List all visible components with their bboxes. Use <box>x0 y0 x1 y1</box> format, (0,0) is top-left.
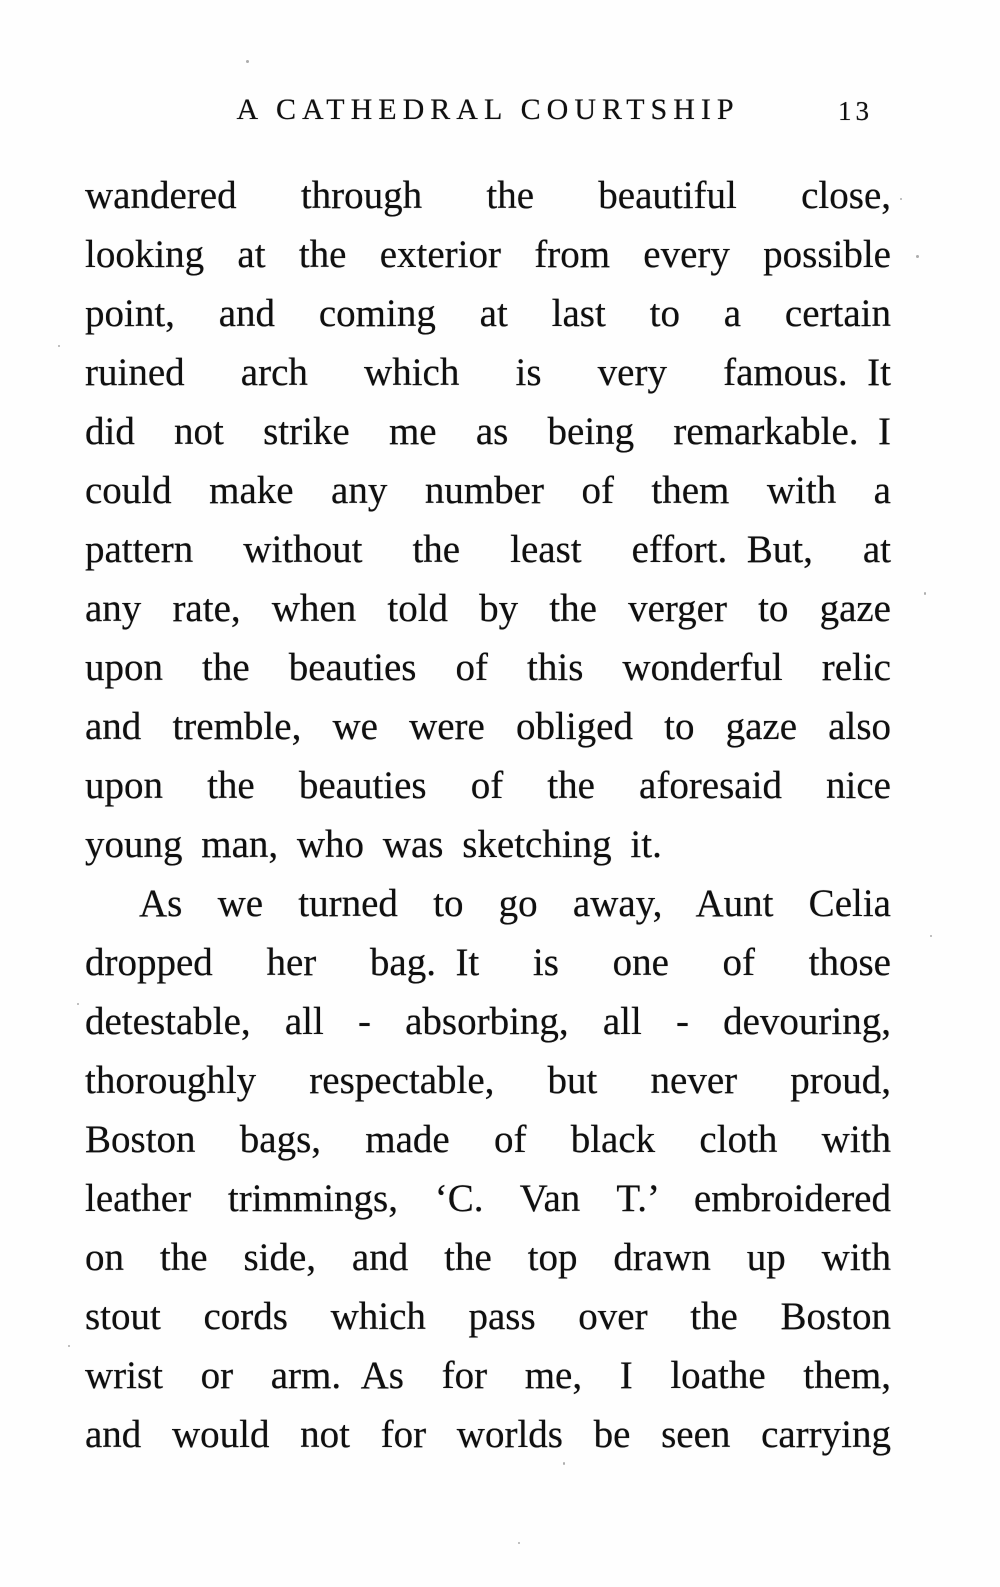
scan-speckle <box>930 935 932 937</box>
text-line: wrist or arm. As for me, I loathe them, <box>85 1354 891 1397</box>
scan-speckle <box>68 1345 70 1347</box>
scan-speckle <box>563 1462 565 1465</box>
text-line: and would not for worlds be seen carrying <box>85 1413 891 1456</box>
scan-speckle <box>916 255 919 258</box>
text-line: on the side, and the top drawn up with <box>85 1236 891 1279</box>
text-line: point, and coming at last to a certain <box>85 292 891 335</box>
page-number: 13 <box>838 96 873 126</box>
text-line: thoroughly respectable, but never proud, <box>85 1059 891 1102</box>
scan-speckle <box>58 345 60 347</box>
text-line: young man, who was sketching it. <box>85 823 662 866</box>
scan-speckle <box>246 60 249 63</box>
text-line: and tremble, we were obliged to gaze also <box>85 705 891 748</box>
scan-speckle <box>900 198 902 200</box>
text-line: any rate, when told by the verger to gaze <box>85 587 891 630</box>
text-line: ruined arch which is very famous. It <box>85 351 891 394</box>
text-line: looking at the exterior from every possible <box>85 233 891 276</box>
text-line: upon the beauties of the aforesaid nice <box>85 764 891 807</box>
text-line: wandered through the beautiful close, <box>85 174 891 217</box>
text-line: detestable, all - absorbing, all - devouring, <box>85 1000 891 1043</box>
scan-speckle <box>77 1003 79 1005</box>
text-line: Boston bags, made of black cloth with <box>85 1118 891 1161</box>
scan-speckle <box>518 1542 520 1544</box>
scan-speckle <box>924 592 926 595</box>
body-text <box>85 166 891 1464</box>
text-line: stout cords which pass over the Boston <box>85 1295 891 1338</box>
text-line: pattern without the least effort. But, at <box>85 528 891 571</box>
text-line: leather trimmings, ‘C. Van T.’ embroidered <box>85 1177 891 1220</box>
paragraph <box>85 166 891 874</box>
paragraph <box>85 874 891 1464</box>
running-header <box>85 93 891 133</box>
running-title: A CATHEDRAL COURTSHIP <box>236 93 740 126</box>
text-line: upon the beauties of this wonderful relic <box>85 646 891 689</box>
text-line: dropped her bag. It is one of those <box>85 941 891 984</box>
text-line: did not strike me as being remarkable. I <box>85 410 891 453</box>
text-line: could make any number of them with a <box>85 469 891 512</box>
text-line: As we turned to go away, Aunt Celia <box>139 882 891 925</box>
